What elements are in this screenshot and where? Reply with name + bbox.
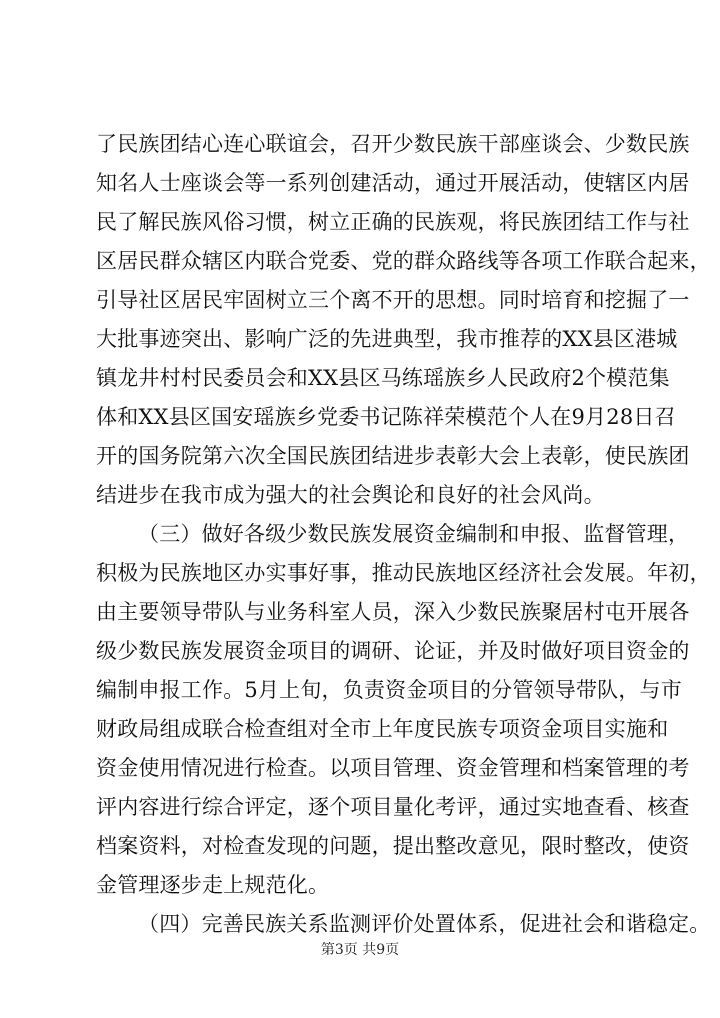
page-footer: 第3页 共9页	[320, 942, 400, 958]
body-text-line: 大批事迹突出、影响广泛的先进典型，我市推荐的XX县区港城	[96, 327, 678, 351]
body-text-line: 体和XX县区国安瑶族乡党委书记陈祥荣模范个人在9月28日召	[96, 405, 676, 429]
body-text-line: 结进步在我市成为强大的社会舆论和良好的社会风尚。	[96, 483, 605, 507]
body-text-line: 区居民群众辖区内联合党委、党的群众路线等各项工作联合起来，	[96, 249, 711, 273]
body-text-line: 了民族团结心连心联谊会，召开少数民族干部座谈会、少数民族	[96, 132, 690, 156]
body-text-line: 民了解民族风俗习惯，树立正确的民族观，将民族团结工作与社	[96, 210, 690, 234]
body-text-line: 积极为民族地区办实事好事，推动民族地区经济社会发展。年初，	[96, 561, 711, 585]
body-text-line: 编制申报工作。5月上旬，负责资金项目的分管领导带队，与市	[96, 678, 682, 702]
body-text-line: 评内容进行综合评定，逐个项目量化考评，通过实地查看、核查	[96, 795, 690, 819]
body-text-line: 引导社区居民牢固树立三个离不开的思想。同时培育和挖掘了一	[96, 288, 690, 312]
section-heading-4: （四）完善民族关系监测评价处置体系，促进社会和谐稳定。	[138, 912, 711, 936]
body-text-line: 财政局组成联合检查组对全市上年度民族专项资金项目实施和	[96, 717, 669, 741]
body-text-line: 资金使用情况进行检查。以项目管理、资金管理和档案管理的考	[96, 756, 690, 780]
section-heading-3: （三）做好各级少数民族发展资金编制和申报、监督管理，	[138, 522, 690, 546]
body-text-line: 金管理逐步走上规范化。	[96, 873, 330, 897]
body-text-line: 级少数民族发展资金项目的调研、论证，并及时做好项目资金的	[96, 639, 690, 663]
body-text-line: 档案资料，对检查发现的问题，提出整改意见，限时整改，使资	[96, 834, 690, 858]
body-text-line: 由主要领导带队与业务科室人员，深入少数民族聚居村屯开展各	[96, 600, 690, 624]
body-text-line: 开的国务院第六次全国民族团结进步表彰大会上表彰，使民族团	[96, 444, 690, 468]
body-text-line: 知名人士座谈会等一系列创建活动，通过开展活动，使辖区内居	[96, 171, 690, 195]
body-text-line: 镇龙井村村民委员会和XX县区马练瑶族乡人民政府2个模范集	[96, 366, 670, 390]
